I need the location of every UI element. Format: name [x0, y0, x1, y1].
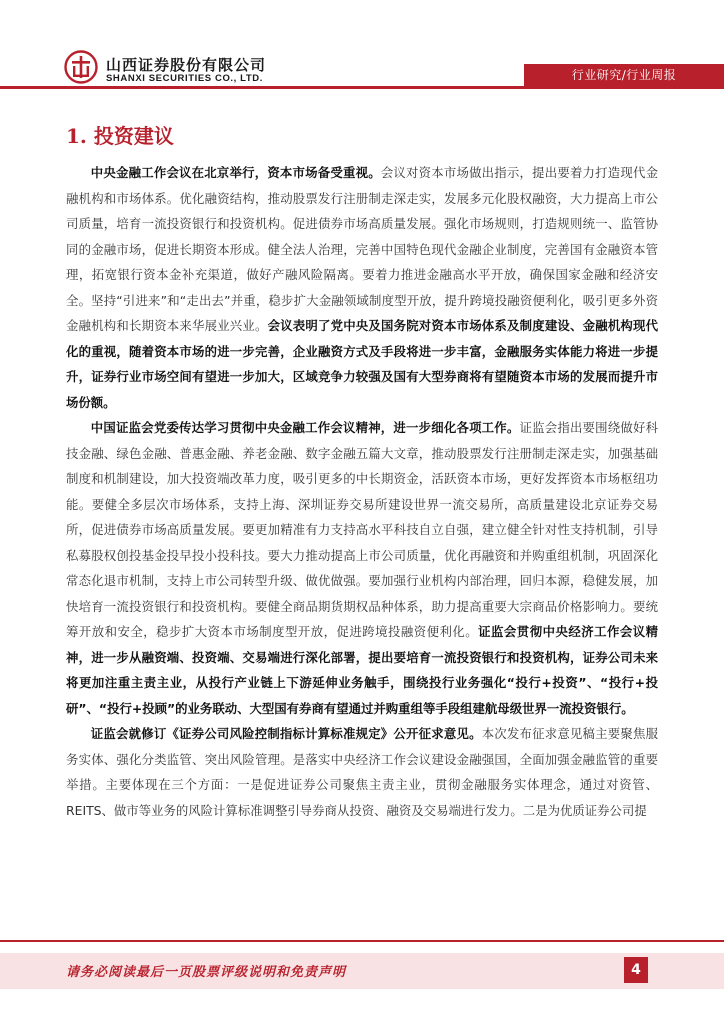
- paragraph-body: 本次发布征求意见稿主要聚焦服务实体、强化分类监管、突出风险管理。是落实中央经济工作会议建设金融强国，全面加强金融监管的重要举措。主要体现在三个方面：一是促进证券公司聚焦主责主业，贯彻金融服务实体理念，通过对资管、REITS、做市等业务的风险计算标准调整引导券商从投资、融资及交易端进行发力。二是为优质证券公司提: [66, 726, 658, 818]
- page-header: [0, 0, 724, 95]
- paragraph-lead: 证监会就修订《证券公司风险控制指标计算标准规定》公开征求意见。: [90, 726, 482, 741]
- paragraph-lead: 中央金融工作会议在北京举行，资本市场备受重视。: [90, 165, 381, 180]
- paragraph: [66, 415, 658, 721]
- footer-divider: [0, 940, 724, 942]
- disclaimer-notice: 请务必阅读最后一页股票评级说明和免责声明: [66, 965, 347, 980]
- paragraph-conclusion: 证监会贯彻中央经济工作会议精神，进一步从融资端、投资端、交易端进行深化部署，提出要培育一流投资银行和投资机构，证券公司未来将更加注重主责主业，从投行产业链上下游延伸业务触手，围绕投行业务强化“投行+投资”、“投行+投研”、“投行+投顾”的业务联动、大型国有券商有望通过并购重组等手段组建航母级世界一流投资银行。: [66, 624, 659, 716]
- paragraph-conclusion: 会议表明了党中央及国务院对资本市场体系及制度建设、金融机构现代化的重视，随着资本市场的进一步完善，企业融资方式及手段将进一步丰富，金融服务实体能力将进一步提升，证券行业市场空间有望进一步加大，区域竞争力较强及国有大型券商将有望随资本市场的发展而提升市场份额。: [66, 318, 659, 410]
- paragraph-body: 会议对资本市场做出指示，提出要着力打造现代金融机构和市场体系。优化融资结构，推动股票发行注册制走深走实，发展多元化股权融资，大力提高上市公司质量，培育一流投资银行和投资机构。促进债券市场高质量发展。强化市场规则，打造规则统一、监管协同的金融市场，促进长期资本形成。健全法人治理，完善中国特色现代金融企业制度，完善国有金融资本管理，拓宽银行资本金补充渠道，做好产融风险隔离。要着力推进金融高水平开放，确保国家金融和经济安全。坚持“引进来”和“走出去”并重，稳步扩大金融领域制度型开放，提升跨境投融资便利化，吸引更多外资金融机构和长期资本来华展业兴业。: [66, 165, 658, 333]
- shanxi-securities-logo-icon: [64, 50, 98, 84]
- page-number: 4: [624, 957, 648, 983]
- report-type-badge: 行业研究/行业周报: [524, 64, 724, 86]
- company-name-cn: 山西证券股份有限公司: [106, 56, 267, 74]
- paragraph: [66, 160, 658, 415]
- section-title: 1. 投资建议: [66, 124, 174, 148]
- header-divider: [0, 86, 724, 89]
- company-name-en: SHANXI SECURITIES CO., LTD.: [106, 73, 263, 84]
- paragraph: [66, 721, 658, 823]
- paragraph-lead: 中国证监会党委传达学习贯彻中央金融工作会议精神，进一步细化各项工作。: [90, 420, 520, 435]
- report-body: [66, 160, 658, 823]
- paragraph-body: 证监会指出要围绕做好科技金融、绿色金融、普惠金融、养老金融、数字金融五篇大文章，推动股票发行注册制走深走实，加强基础制度和机制建设，加大投资端改革力度，吸引更多的中长期资金，活跃资本市场，更好发挥资本市场枢纽功能。要健全多层次市场体系，支持上海、深圳证券交易所建设世界一流交易所，高质量建设北京证券交易所，促进债券市场高质量发展。要更加精准有力支持高水平科技自立自强，建立健全针对性支持机制，引导私募股权创投基金投早投小投科技。要大力推动提高上市公司质量，优化再融资和并购重组机制，巩固深化常态化退市机制，支持上市公司转型升级、做优做强。要加强行业机构内部治理，回归本源，稳健发展，加快培育一流投资银行和投资机构。要健全商品期货期权品种体系，助力提高重要大宗商品价格影响力。要统筹开放和安全，稳步扩大资本市场制度型开放，促进跨境投融资便利化。: [66, 420, 658, 639]
